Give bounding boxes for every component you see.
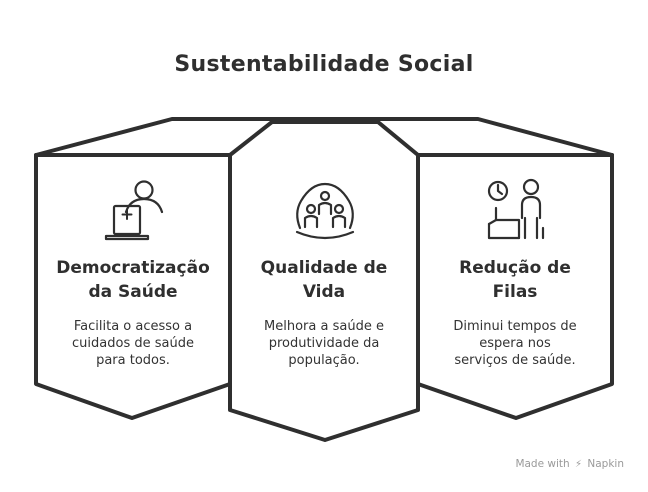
card-title-line: Redução de (459, 258, 571, 278)
diagram-title: Sustentabilidade Social (174, 52, 474, 77)
card-desc-democratizacao (36, 318, 230, 369)
card-title-line: Qualidade de (260, 258, 388, 278)
made-with-text: Made with (515, 458, 570, 470)
card-title-democratizacao (36, 256, 230, 304)
made-with-napkin-badge (515, 458, 624, 470)
card-desc-line: Melhora a saúde e (264, 319, 384, 334)
card-desc-line: Diminui tempos de (453, 319, 577, 334)
card-desc-line: espera nos (479, 336, 551, 351)
card-desc-line: cuidados de saúde (72, 336, 194, 351)
napkin-brand-text: Napkin (587, 458, 624, 470)
card-desc-line: para todos. (96, 353, 170, 368)
card-title-line: Democratização (56, 258, 210, 278)
card-title-reducao (418, 256, 612, 304)
card-title-line: Filas (492, 282, 538, 302)
card-desc-qualidade (230, 318, 418, 369)
card-desc-line: Facilita o acesso a (73, 319, 193, 334)
card-desc-reducao (418, 318, 612, 369)
card-title-line: da Saúde (88, 282, 178, 302)
card-desc-line: população. (288, 353, 360, 368)
napkin-logo-icon: ⚡ (575, 459, 583, 470)
card-desc-line: produtividade da (268, 336, 380, 351)
card-title-qualidade (230, 256, 418, 304)
card-desc-line: serviços de saúde. (454, 353, 576, 368)
card-title-line: Vida (302, 282, 346, 302)
